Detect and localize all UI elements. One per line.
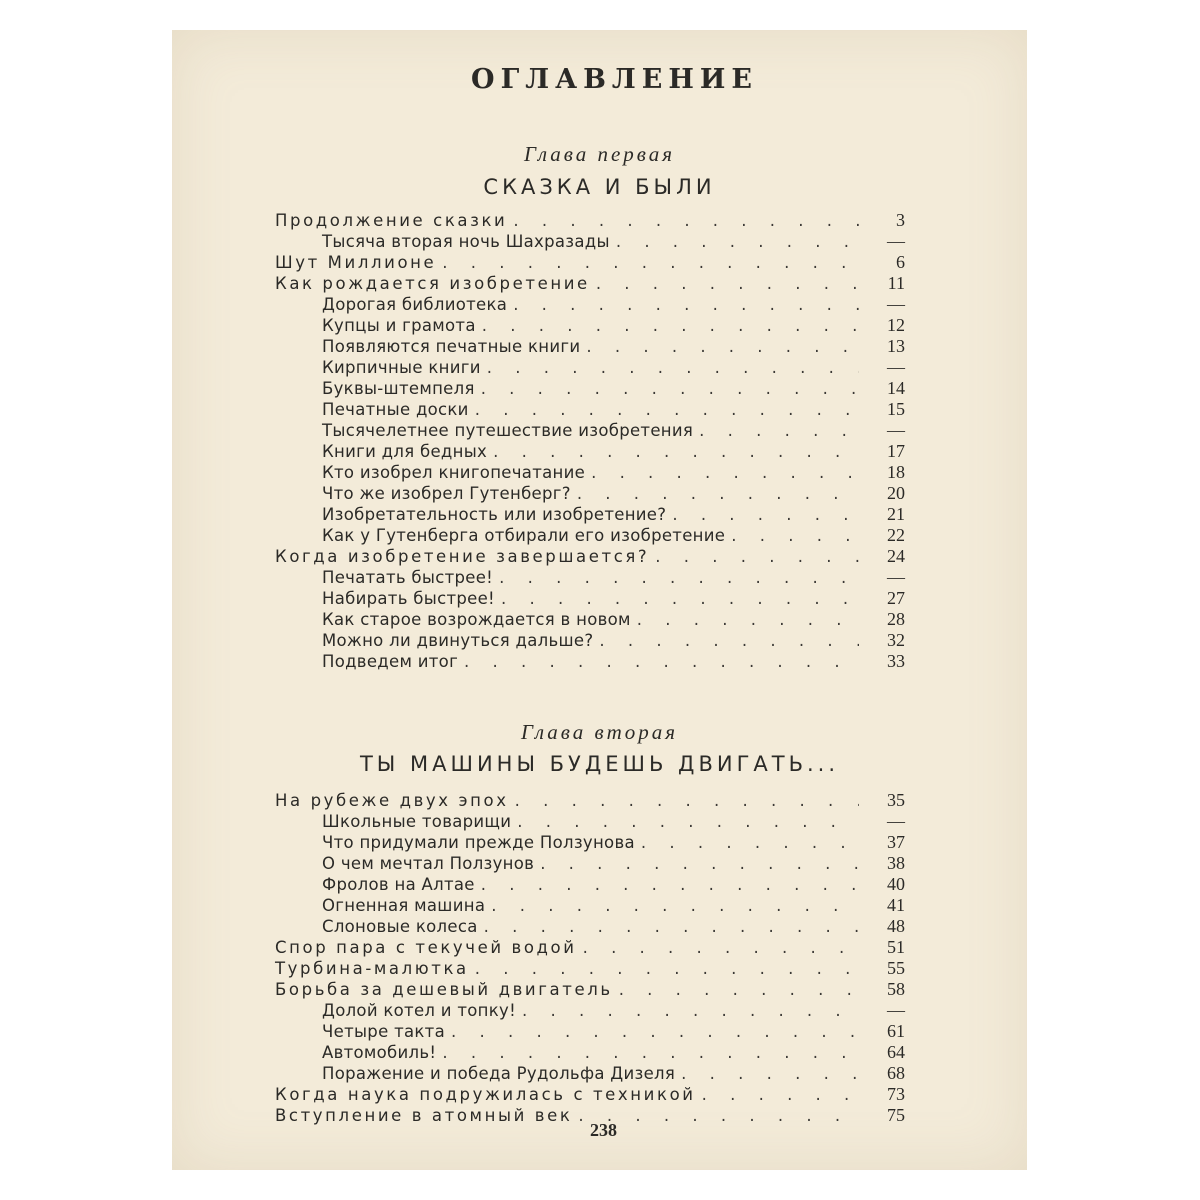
toc-entry-page: 58 (887, 979, 905, 999)
chapter-2-name: ТЫ МАШИНЫ БУДЕШЬ ДВИГАТЬ... (359, 752, 840, 776)
toc-entry-title: Подведем итог (322, 652, 459, 671)
chapter-1-label: Глава первая (523, 142, 676, 166)
dot-leader (481, 874, 859, 895)
toc-entry (322, 651, 905, 672)
dot-leader (481, 378, 859, 399)
dot-leader (731, 525, 859, 546)
toc-entry-page: 38 (887, 853, 905, 873)
toc-entry-page: 6 (896, 252, 905, 272)
toc-entry-page: 12 (887, 315, 905, 335)
toc-entry-page: — (887, 357, 905, 377)
dot-leader (493, 441, 859, 462)
dot-leader (487, 357, 859, 378)
toc-entry-title: Турбина-малютка (275, 959, 469, 978)
toc-entry-title: Шут Миллионе (275, 253, 437, 272)
toc-entry (322, 336, 905, 357)
toc-entry-title: Когда наука подружилась с техникой (275, 1085, 696, 1104)
toc-entry-title: Печатать быстрее! (322, 568, 494, 587)
toc-entry (322, 895, 905, 916)
toc-entry-page: 32 (887, 630, 905, 650)
toc-entry-title: Что же изобрел Гутенберг? (322, 484, 571, 503)
toc-entry (322, 588, 905, 609)
toc-entry-page: 51 (887, 937, 905, 957)
toc-entry (275, 790, 905, 811)
toc-entry (322, 1021, 905, 1042)
chapter-2-toc (172, 790, 1027, 1126)
dot-leader (540, 853, 859, 874)
toc-entry (275, 937, 905, 958)
dot-leader (442, 1042, 859, 1063)
toc-entry-title: Спор пара с текучей водой (275, 938, 577, 957)
toc-entry-page: — (887, 420, 905, 440)
dot-leader (672, 504, 859, 525)
toc-entry-title: Четыре такта (322, 1022, 445, 1041)
dot-leader (515, 790, 859, 811)
dot-leader (596, 273, 859, 294)
toc-entry-title: Продолжение сказки (275, 211, 508, 230)
toc-entry-page: 40 (887, 874, 905, 894)
dot-leader (464, 651, 859, 672)
dot-leader (513, 210, 859, 231)
toc-entry-page: 15 (887, 399, 905, 419)
toc-entry-title: Печатные доски (322, 400, 469, 419)
toc-entry-title: Кирпичные книги (322, 358, 481, 377)
toc-entry-title: Как старое возрождается в новом (322, 610, 631, 629)
toc-entry-page: 13 (887, 336, 905, 356)
toc-entry-title: Как рождается изобретение (275, 274, 590, 293)
dot-leader (619, 979, 859, 1000)
dot-leader (517, 811, 859, 832)
toc-entry-title: Изобретательность или изобретение? (322, 505, 667, 524)
toc-entry-page: 24 (887, 546, 905, 566)
toc-entry-title: Дорогая библиотека (322, 295, 508, 314)
toc-entry (322, 399, 905, 420)
toc-entry-page: — (887, 231, 905, 251)
dot-leader (702, 1084, 859, 1105)
toc-entry (322, 811, 905, 832)
toc-entry-title: Борьба за дешевый двигатель (275, 980, 613, 999)
dot-leader (637, 609, 859, 630)
toc-entry (322, 378, 905, 399)
toc-entry-page: 11 (887, 273, 905, 293)
toc-entry-title: Автомобиль! (322, 1043, 437, 1062)
dot-leader (591, 462, 859, 483)
toc-entry-page: 48 (887, 916, 905, 936)
toc-entry-title: Книги для бедных (322, 442, 488, 461)
toc-entry-title: Купцы и грамота (322, 316, 476, 335)
toc-entry (322, 609, 905, 630)
toc-entry-page: — (887, 294, 905, 314)
toc-entry (322, 231, 905, 252)
toc-entry-page: 41 (887, 895, 905, 915)
dot-leader (513, 294, 859, 315)
toc-entry (322, 916, 905, 937)
toc-entry-page: — (887, 811, 905, 831)
toc-entry-title: Когда изобретение завершается? (275, 547, 650, 566)
toc-entry-title: Как у Гутенберга отбирали его изобретение (322, 526, 726, 545)
toc-entry-page: 3 (896, 210, 905, 230)
toc-entry (322, 1063, 905, 1084)
toc-entry-page: 20 (887, 483, 905, 503)
toc-entry-page: 18 (887, 462, 905, 482)
dot-leader (616, 231, 859, 252)
toc-entry-title: Фролов на Алтае (322, 875, 475, 894)
toc-entry-title: Набирать быстрее! (322, 589, 495, 608)
toc-entry (322, 315, 905, 336)
toc-entry-title: Буквы-штемпеля (322, 379, 475, 398)
dot-leader (499, 567, 859, 588)
toc-entry (275, 979, 905, 1000)
toc-entry (322, 294, 905, 315)
toc-entry-page: — (887, 567, 905, 587)
page-title: ОГЛАВЛЕНИЕ (471, 64, 758, 95)
toc-entry-title: Школьные товарищи (322, 812, 512, 831)
dot-leader (599, 630, 859, 651)
toc-entry-title: Можно ли двинуться дальше? (322, 631, 594, 650)
toc-entry-title: О чем мечтал Ползунов (322, 854, 535, 873)
toc-entry-page: 68 (887, 1063, 905, 1083)
toc-entry-title: Слоновые колеса (322, 917, 478, 936)
toc-entry-title: Вступление в атомный век (275, 1106, 573, 1125)
toc-entry (275, 252, 905, 273)
dot-leader (491, 895, 859, 916)
toc-entry-page: 17 (887, 441, 905, 461)
chapter-2-label: Глава вторая (520, 720, 678, 744)
toc-entry-title: Кто изобрел книгопечатание (322, 463, 586, 482)
toc-entry-title: Появляются печатные книги (322, 337, 581, 356)
toc-entry-page: 22 (887, 525, 905, 545)
dot-leader (442, 252, 859, 273)
dot-leader (681, 1063, 859, 1084)
toc-entry (322, 441, 905, 462)
dot-leader (583, 937, 859, 958)
dot-leader (522, 1000, 859, 1021)
toc-entry-page: 35 (887, 790, 905, 810)
toc-entry (322, 630, 905, 651)
dot-leader (501, 588, 859, 609)
toc-entry-page: 73 (887, 1084, 905, 1104)
toc-entry-title: Что придумали прежде Ползунова (322, 833, 635, 852)
dot-leader (475, 958, 859, 979)
toc-entry-title: Тысячелетнее путешествие изобретения (322, 421, 694, 440)
chapter-1-toc (172, 210, 1027, 672)
toc-entry (275, 273, 905, 294)
dot-leader (475, 399, 859, 420)
toc-entry (275, 210, 905, 231)
toc-entry (275, 958, 905, 979)
toc-entry-title: Долой котел и топку! (322, 1001, 517, 1020)
toc-entry-page: 14 (887, 378, 905, 398)
toc-entry-page: 75 (887, 1105, 905, 1125)
toc-entry (322, 1000, 905, 1021)
toc-entry (322, 525, 905, 546)
toc-entry (322, 357, 905, 378)
toc-entry-page: 21 (887, 504, 905, 524)
toc-entry-page: 55 (887, 958, 905, 978)
dot-leader (655, 546, 859, 567)
toc-entry-title: Огненная машина (322, 896, 486, 915)
dot-leader (586, 336, 859, 357)
toc-entry (322, 504, 905, 525)
dot-leader (577, 483, 859, 504)
toc-entry (275, 1084, 905, 1105)
toc-entry (275, 546, 905, 567)
toc-entry (322, 420, 905, 441)
toc-entry (322, 567, 905, 588)
toc-entry-page: 27 (887, 588, 905, 608)
toc-entry-page: 37 (887, 832, 905, 852)
toc-entry-page: 64 (887, 1042, 905, 1062)
toc-entry-page: 61 (887, 1021, 905, 1041)
toc-entry (322, 832, 905, 853)
page-number: 238 (590, 1120, 617, 1140)
toc-entry-title: Тысяча вторая ночь Шахразады (322, 232, 610, 251)
dot-leader (641, 832, 859, 853)
toc-entry-page: 28 (887, 609, 905, 629)
toc-entry-title: Поражение и победа Рудольфа Дизеля (322, 1064, 676, 1083)
dot-leader (482, 315, 859, 336)
toc-entry-page: — (887, 1000, 905, 1020)
toc-entry (322, 1042, 905, 1063)
dot-leader (699, 420, 859, 441)
toc-entry (322, 483, 905, 504)
toc-entry (322, 853, 905, 874)
dot-leader (451, 1021, 859, 1042)
toc-entry-title: На рубеже двух эпох (275, 791, 509, 810)
toc-entry-page: 33 (887, 651, 905, 671)
chapter-1-name: СКАЗКА И БЫЛИ (483, 175, 716, 199)
dot-leader (484, 916, 859, 937)
toc-entry (322, 462, 905, 483)
toc-entry (322, 874, 905, 895)
book-page (172, 30, 1027, 1170)
